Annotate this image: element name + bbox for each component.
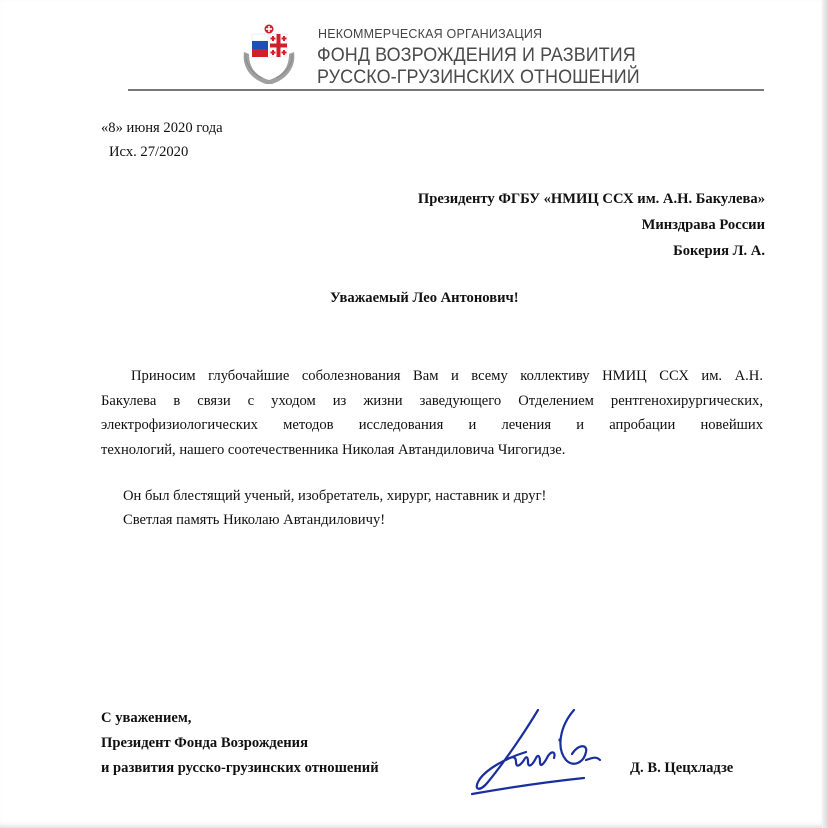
salutation: Уважаемый Лео Антонович!	[330, 290, 519, 306]
org-name	[317, 44, 640, 88]
flags-in-hands-logo-icon	[240, 24, 298, 86]
letter-date: «8» июня 2020 года	[101, 120, 223, 136]
closing-title-line1: Президент Фонда Возрождения	[101, 735, 308, 751]
addressee-line3: Бокерия Л. А.	[673, 243, 765, 259]
page-edge-shadow	[822, 0, 828, 828]
closing-regards: С уважением,	[101, 710, 192, 726]
signer-name: Д. В. Цецхладзе	[630, 760, 734, 776]
header-divider	[128, 89, 764, 91]
handwritten-signature-icon	[466, 700, 616, 800]
closing-title-line2: и развития русско-грузинских отношений	[101, 760, 379, 776]
paragraph-line: технологий, нашего соотечественника Николая Автандиловича Чигогидзе.	[101, 441, 566, 458]
paragraph-line: Бакулева в связи с уходом из жизни заведующего Отделением рентгенохирургических,	[101, 392, 763, 409]
paragraph-line: Приносим глубочайшие соболезнования Вам и всему коллективу НМИЦ ССХ им. А.Н.	[131, 368, 763, 384]
org-type-label: НЕКОММЕРЧЕСКАЯ ОРГАНИЗАЦИЯ	[318, 27, 543, 41]
org-name-line1: ФОНД ВОЗРОЖДЕНИЯ И РАЗВИТИЯ	[317, 44, 636, 66]
addressee-line1: Президенту ФГБУ «НМИЦ ССХ им. А.Н. Бакулева»	[417, 191, 765, 207]
outgoing-number: Исх. 27/2020	[109, 144, 189, 160]
paragraph-line: электрофизиологических методов исследования и лечения и апробации новейших	[101, 417, 763, 433]
org-name-line2: РУССКО-ГРУЗИНСКИХ ОТНОШЕНИЙ	[317, 66, 640, 88]
body-paragraph-2: Он был блестящий ученый, изобретатель, хирург, наставник и друг!	[123, 488, 547, 504]
body-paragraph-3: Светлая память Николаю Автандиловичу!	[123, 512, 386, 528]
body-paragraph-1	[101, 364, 763, 462]
addressee-line2: Минздрава России	[641, 217, 765, 233]
